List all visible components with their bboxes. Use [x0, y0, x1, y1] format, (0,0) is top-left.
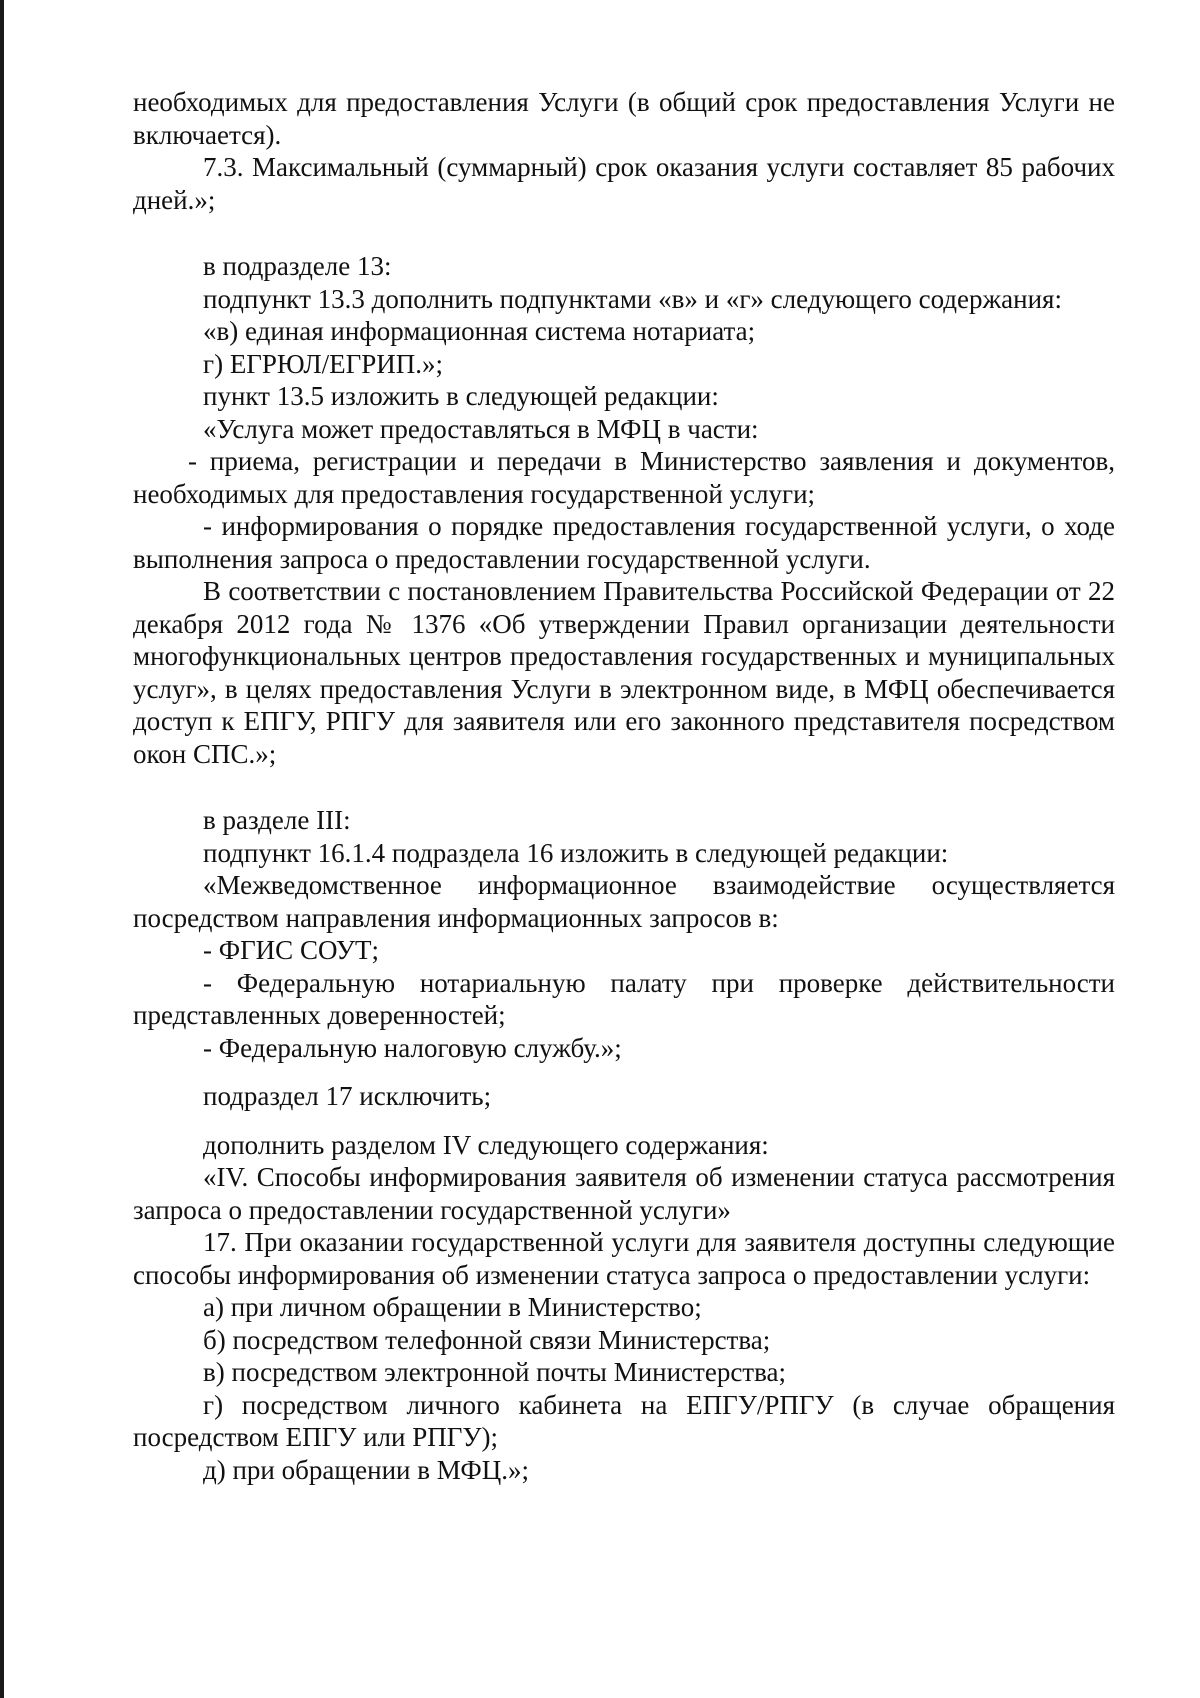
paragraph-subsection-13: в подразделе 13:: [203, 251, 392, 281]
list-item-d: д) при обращении в МФЦ.»;: [203, 1454, 529, 1485]
paragraph-section-4-title: «IV. Способы информирования заявителя об изменении статуса рассмотрения запроса о предоставлении государственной услуги»: [133, 1162, 1115, 1225]
document-page: [133, 86, 1115, 1486]
paragraph-13-3: подпункт 13.3 дополнить подпунктами «в» и «г» следующего содержания:: [203, 283, 1062, 314]
paragraph-interagency: «Межведомственное информационное взаимодействие осуществляется посредством направления информационных запросов в:: [133, 870, 1115, 933]
paragraph-7-3: 7.3. Максимальный (суммарный) срок оказания услуги составляет 85 рабочих дней.»;: [133, 152, 1115, 215]
paragraph-continuation: необходимых для предоставления Услуги (в общий срок предоставления Услуги не включается).: [133, 87, 1115, 150]
list-item-a: а) при личном обращении в Министерство;: [203, 1292, 702, 1322]
list-item-b: б) посредством телефонной связи Министерства;: [203, 1324, 771, 1355]
paragraph-dash-informing: - информирования о порядке предоставления государственной услуги, о ходе выполнения запроса о предоставлении государственной услуги.: [133, 511, 1115, 574]
paragraph-dash-reception: - приема, регистрации и передачи в Министерство заявления и документов, необходимых для предоставления государственной услуги;: [133, 446, 1115, 509]
paragraph-decree: В соответствии с постановлением Правительства Российской Федерации от 22 декабря 2012 года № 1376 «Об утверждении Правил организации деятельности многофункциональных центров предоставления государственных и муниципальных услуг», в целях предоставления Услуги в электронном виде, в МФЦ обеспечивается доступ к ЕПГУ, РПГУ для заявителя или его законного представителя посредством окон СПС.»;: [133, 576, 1115, 769]
list-item-v: в) посредством электронной почты Министерства;: [203, 1357, 786, 1387]
paragraph-dash-notary: - Федеральную нотариальную палату при проверке действительности представленных доверенностей;: [133, 967, 1115, 1030]
paragraph-dash-fgis: - ФГИС СОУТ;: [203, 935, 380, 965]
list-item-g: г) посредством личного кабинета на ЕПГУ/РПГУ (в случае обращения посредством ЕПГУ или РПГУ);: [133, 1389, 1115, 1452]
paragraph-item-v: «в) единая информационная система нотариата;: [203, 316, 756, 346]
paragraph-17: 17. При оказании государственной услуги для заявителя доступны следующие способы информирования об изменении статуса запроса о предоставлении услуги:: [133, 1227, 1115, 1290]
paragraph-section-3: в разделе III:: [203, 805, 351, 835]
paragraph-add-section-4: дополнить разделом IV следующего содержания:: [203, 1129, 769, 1160]
paragraph-item-g: г) ЕГРЮЛ/ЕГРИП.»;: [203, 348, 444, 379]
paragraph-subsection-17: подраздел 17 исключить;: [203, 1081, 492, 1111]
paragraph-dash-tax: - Федеральную налоговую службу.»;: [203, 1032, 622, 1063]
paragraph-16-1-4: подпункт 16.1.4 подраздела 16 изложить в следующей редакции:: [203, 837, 949, 868]
paragraph-mfc-intro: «Услуга может предоставляться в МФЦ в части:: [203, 413, 759, 444]
paragraph-13-5: пункт 13.5 изложить в следующей редакции:: [203, 381, 719, 411]
scan-left-edge: [0, 0, 4, 1698]
